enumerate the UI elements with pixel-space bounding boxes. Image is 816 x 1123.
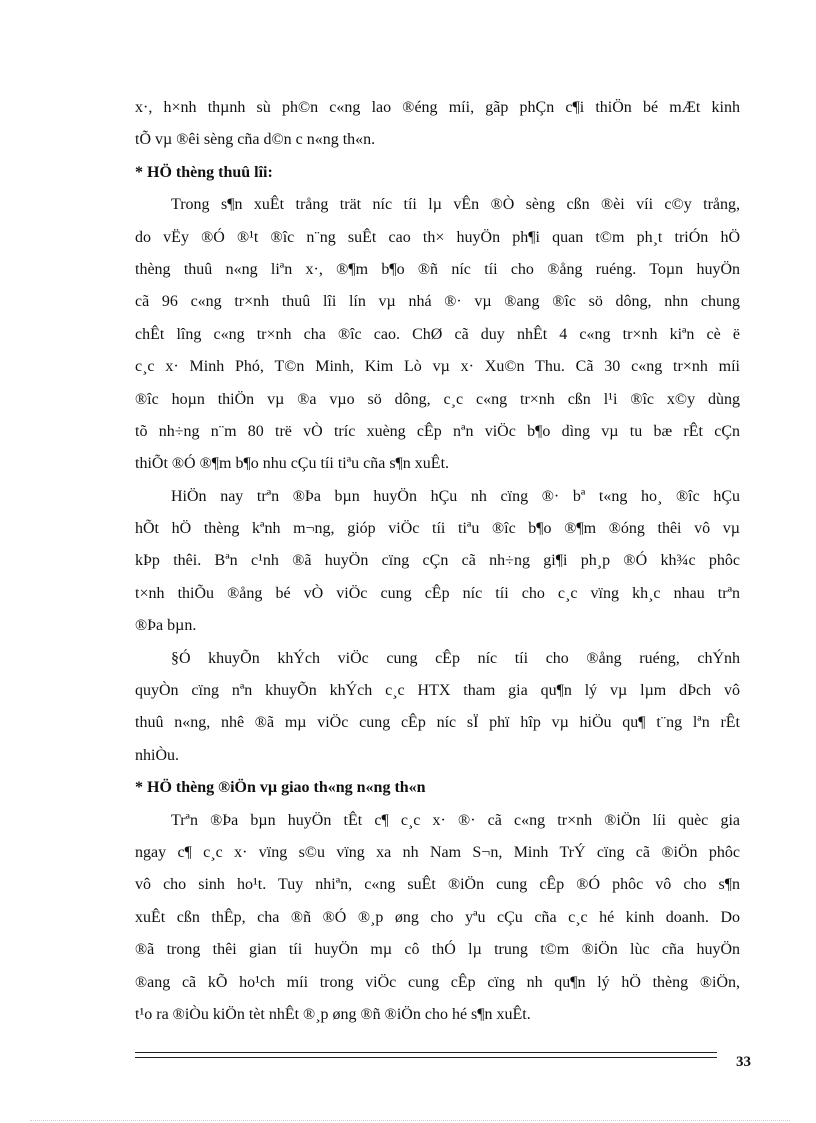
paragraph-line: ®Þa bµn. [135,617,197,635]
page-number: 33 [736,1054,751,1070]
paragraph-line: §Ó khuyÕn khÝch viÖc cung cÊp níc tíi cho ®ång ruéng, chÝnh [171,649,740,667]
paragraph-line: Trªn ®Þa bµn huyÖn tÊt c¶ c¸c x· ®· cã c«ng tr×nh ®iÖn líi quèc gia [171,811,740,829]
paragraph-line: cã 96 c«ng tr×nh thuû lîi lín vµ nhá ®· vµ ®ang ®îc sö dông, nhn chung [135,293,740,311]
paragraph-line: tÕ vµ ®êi sèng cña d©n c n«ng th«n. [135,131,376,149]
paragraph-line: do vËy ®Ó ®¹t ®îc n¨ng suÊt cao th× huyÖn ph¶i quan t©m ph¸t triÓn hÖ [135,228,740,246]
paragraph-line: vô cho sinh ho¹t. Tuy nhiªn, c«ng suÊt ®iÖn cung cÊp ®Ó phôc vô cho s¶n [135,876,740,894]
page-body [135,92,740,1031]
page-bottom-edge [30,1120,790,1121]
paragraph-line: tõ nh÷ng n¨m 80 trë vÒ tríc xuèng cÊp nªn viÖc b¶o dìng vµ tu bæ rÊt cÇn [135,422,740,440]
paragraph-line: ®ã trong thêi gian tíi huyÖn mµ cô thÓ lµ trung t©m ®iÖn lùc cña huyÖn [135,941,740,959]
paragraph-line: chÊt lîng c«ng tr×nh cha ®îc cao. ChØ cã duy nhÊt 4 c«ng tr×nh kiªn cè ë [135,325,740,343]
paragraph-line: xuÊt cßn thÊp, cha ®ñ ®Ó ®¸p øng cho yªu cÇu cña c¸c hé kinh doanh. Do [135,908,740,926]
paragraph-line: Trong s¶n xuÊt trång trät níc tíi lµ vÊn ®Ò sèng cßn ®èi víi c©y trång, [171,196,740,214]
paragraph-line: thuû n«ng, nhê ®ã mµ viÖc cung cÊp níc sÏ phï hîp vµ hiÖu qu¶ t¨ng lªn rÊt [135,714,740,732]
section-heading-electricity: * HÖ thèng ®iÖn vµ giao th«ng n«ng th«n [135,779,426,797]
paragraph-line: ®îc hoµn thiÖn vµ ®a vµo sö dông, c¸c c«ng tr×nh cßn l¹i ®îc x©y dùng [135,390,740,408]
footer-double-rule [135,1052,717,1058]
paragraph-line: thiÕt ®Ó ®¶m b¶o nhu cÇu tíi tiªu cña s¶n xuÊt. [135,455,450,473]
paragraph-line: nhiÒu. [135,746,179,764]
paragraph-line: hÕt hÖ thèng kªnh m¬ng, gióp viÖc tíi tiªu ®îc b¶o ®¶m ®óng thêi vô vµ [135,520,740,538]
paragraph-line: t×nh thiÕu ®ång bé vÒ viÖc cung cÊp níc tíi cho c¸c vïng kh¸c nhau trªn [135,584,740,602]
section-heading-irrigation: * HÖ thèng thuû lîi: [135,163,273,181]
paragraph-line: c¸c x· Minh Phó, T©n Minh, Kim Lò vµ x· Xu©n Thu. Cã 30 c«ng tr×nh míi [135,358,740,376]
paragraph-line: ngay c¶ c¸c x· vïng s©u vïng xa nh Nam S¬n, Minh TrÝ cïng cã ®iÖn phôc [135,843,740,861]
paragraph-line: quyÒn cïng nªn khuyÕn khÝch c¸c HTX tham gia qu¶n lý vµ lµm dÞch vô [135,682,740,700]
paragraph-line: ®ang cã kÕ ho¹ch míi trong viÖc cung cÊp cïng nh qu¶n lý hÖ thèng ®iÖn, [135,973,740,991]
paragraph-line: t¹o ra ®iÒu kiÖn tèt nhÊt ®¸p øng ®ñ ®iÖn cho hé s¶n xuÊt. [135,1005,531,1023]
paragraph-line: HiÖn nay trªn ®Þa bµn huyÖn hÇu nh cïng ®· bª t«ng ho¸ ®îc hÇu [171,487,740,505]
paragraph-line: kÞp thêi. Bªn c¹nh ®ã huyÖn cïng cÇn cã nh÷ng gi¶i ph¸p ®Ó kh¾c phôc [135,552,740,570]
paragraph-line: x·, h×nh thµnh sù ph©n c«ng lao ®éng míi, gãp phÇn c¶i thiÖn bé mÆt kinh [135,99,740,116]
paragraph-line: thèng thuû n«ng liªn x·, ®¶m b¶o ®ñ níc tíi cho ®ång ruéng. Toµn huyÖn [135,260,740,278]
